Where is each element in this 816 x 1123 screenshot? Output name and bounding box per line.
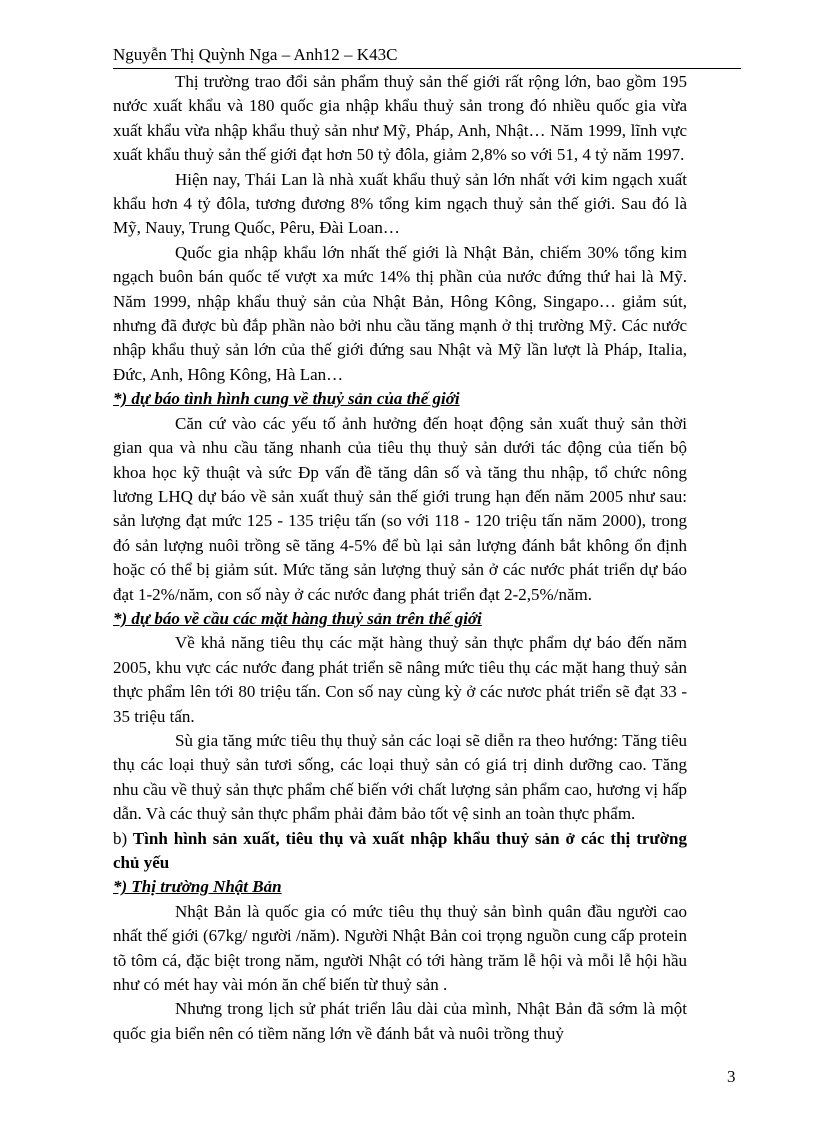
paragraph-thailand: Hiện nay, Thái Lan là nhà xuất khẩu thuỷ sản lớn nhất với kim ngạch xuất khẩu hơn 4 tỷ đôla, tương đương 8% tổng kim ngạch thuỷ sản thế giới. Sau đó là Mỹ, Nauy, Trung Quốc, Pêru, Đài Loan… bbox=[113, 169, 687, 238]
page-number: 3 bbox=[727, 1067, 736, 1086]
document-body bbox=[113, 70, 687, 1046]
section-b-heading bbox=[113, 827, 687, 876]
paragraph-consumption: Về khả năng tiêu thụ các mặt hàng thuỷ sản thực phẩm dự báo đến năm 2005, khu vực các nước đang phát triển sẽ nâng mức tiêu thụ các mặt hang thuỷ sản thực phẩm lên tới 80 triệu tấn. Con số nay cùng kỳ ở các nươc phát triển sẽ đạt 33 - 35 triệu tấn. bbox=[113, 633, 687, 726]
paragraph-supply-forecast: Căn cứ vào các yếu tố ảnh hưởng đến hoạt động sản xuất thuỷ sản thời gian qua và nhu cầu tăng nhanh của tiêu thụ thuỷ sản dưới tác động của tiến bộ khoa học kỹ thuật và sức Đp vấn đề tăng dân số và tăng thu nhập, tổ chức nông lương LHQ dự báo về sản xuất thuỷ sản thế giới trung hạn đến năm 2005 như sau: sản lượng đạt mức 125 - 135 triệu tấn (so với 118 - 120 triệu tấn năm 2000), trong đó sản lượng nuôi trồng sẽ tăng 4-5% để bù lại sản lượng đánh bắt không ổn định hoặc có thể bị giảm sút. Mức tăng sản lượng thuỷ sản ở các nước phát triển dự báo đạt 1-2%/năm, con số này ở các nước đang phát triển đạt 2-2,5%/năm. bbox=[113, 413, 687, 604]
heading-demand-forecast: *) dự báo về cầu các mặt hàng thuỷ sản trên thế giới bbox=[113, 608, 482, 628]
paragraph-export-market: Thị trường trao đổi sản phẩm thuỷ sản thế giới rất rộng lớn, bao gồm 195 nước xuất khẩu và 180 quốc gia nhập khẩu thuỷ sản trong đó nhiều quốc gia vừa xuất khẩu vừa nhập khẩu thuỷ sản như Mỹ, Pháp, Anh, Nhật… Năm 1999, lĩnh vực xuất khẩu thuỷ sản thế giới đạt hơn 50 tỷ đôla, giảm 2,8% so với 51, 4 tỷ năm 1997. bbox=[113, 72, 687, 165]
section-b-title: Tình hình sản xuất, tiêu thụ và xuất nhập khẩu thuỷ sản ở các thị trường chủ yếu bbox=[113, 828, 687, 872]
section-b-label: b) bbox=[113, 828, 128, 848]
paragraph-japan-history: Nhưng trong lịch sử phát triển lâu dài của mình, Nhật Bản đã sớm là một quốc gia biển nên có tiềm năng lớn về đánh bắt và nuôi trồng thuỷ bbox=[113, 999, 687, 1043]
paragraph-japan-consumption: Nhật Bản là quốc gia có mức tiêu thụ thuỷ sản bình quân đầu người cao nhất thế giới (67kg/ người /năm). Người Nhật Bản coi trọng nguồn cung cấp protein tõ tôm cá, đặc biệt trong năm, người Nhật có tới hàng trăm lễ hội và mỗi lễ hội hầu như có mét hay vài món ăn chế biến từ thuỷ sản . bbox=[113, 901, 687, 995]
paragraph-importers: Quốc gia nhập khẩu lớn nhất thế giới là Nhật Bản, chiếm 30% tổng kim ngạch buôn bán quốc tế vượt xa mức 14% thị phần của nước đứng thứ hai là Mỹ. Năm 1999, nhập khẩu thuỷ sản của Nhật Bản, Hông Kông, Singapo… giảm sút, nhưng đã được bù đắp phần nào bởi nhu cầu tăng mạnh ở thị trường Mỹ. Các nước nhập khẩu thuỷ sản lớn của thế giới đứng sau Nhật và Mỹ lần lượt là Pháp, Italia, Đức, Anh, Hông Kông, Hà Lan… bbox=[113, 242, 687, 384]
page-header: Nguyễn Thị Quỳnh Nga – Anh12 – K43C bbox=[113, 45, 398, 64]
heading-supply-forecast: *) dự báo tình hình cung về thuỷ sản của thế giới bbox=[113, 389, 460, 409]
heading-japan-market: *) Thị trường Nhật Bản bbox=[113, 877, 282, 897]
paragraph-consumption-trend: Sù gia tăng mức tiêu thụ thuỷ sản các loại sẽ diễn ra theo hướng: Tăng tiêu thụ các loại thuỷ sản tươi sống, các loại thuỷ sản có giá trị dinh dưỡng cao. Tăng nhu cầu về thuỷ sản thực phẩm chế biến với chất lượng sản phẩm cao, hương vị hấp dẫn. Và các thuỷ sản thực phẩm phải đảm bảo tốt vệ sinh an toàn thực phẩm. bbox=[113, 730, 687, 824]
header-divider bbox=[113, 68, 741, 69]
